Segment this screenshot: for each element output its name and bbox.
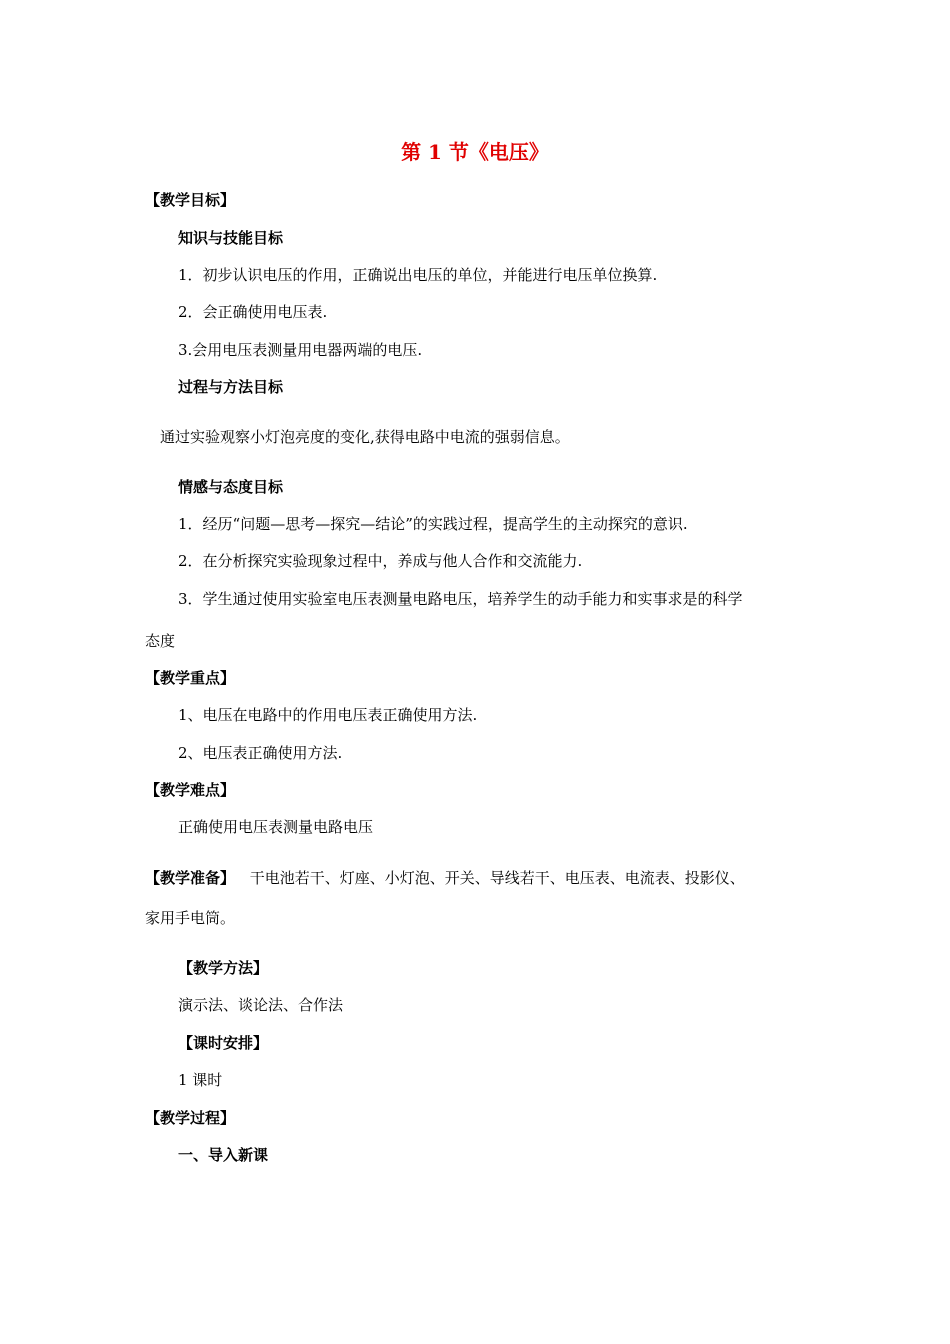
schedule-heading: 【课时安排】 [178, 1034, 269, 1052]
emotion-item: 3．学生通过使用实验室电压表测量电路电压，培养学生的动手能力和实事求是的科学 [178, 590, 743, 608]
preparation-line [145, 868, 745, 888]
page-title: 第 1 节《电压》 [401, 140, 549, 164]
schedule-text: 1 课时 [178, 1071, 223, 1089]
preparation-heading: 【教学准备】 [145, 869, 236, 887]
emotion-item: 1．经历“问题—思考—探究—结论”的实践过程，提高学生的主动探究的意识. [178, 515, 688, 533]
objectives-heading: 【教学目标】 [145, 191, 236, 209]
process-heading: 过程与方法目标 [178, 378, 284, 396]
knowledge-heading: 知识与技能目标 [178, 229, 284, 247]
preparation-text: 干电池若干、灯座、小灯泡、开关、导线若干、电压表、电流表、投影仪、 [249, 869, 745, 887]
emotion-item: 2．在分析探究实验现象过程中，养成与他人合作和交流能力. [178, 552, 583, 570]
knowledge-item: 3.会用电压表测量用电器两端的电压. [178, 341, 423, 359]
difficulties-text: 正确使用电压表测量电路电压 [178, 818, 374, 836]
emotion-item-continuation: 态度 [145, 632, 176, 650]
key-point-item: 2、电压表正确使用方法. [178, 744, 343, 762]
methods-text: 演示法、谈论法、合作法 [178, 996, 344, 1014]
process-text: 通过实验观察小灯泡亮度的变化,获得电路中电流的强弱信息。 [160, 428, 570, 446]
methods-heading: 【教学方法】 [178, 959, 269, 977]
procedure-heading: 【教学过程】 [145, 1109, 236, 1127]
knowledge-item: 1．初步认识电压的作用，正确说出电压的单位，并能进行电压单位换算. [178, 266, 658, 284]
difficulties-heading: 【教学难点】 [145, 781, 236, 799]
key-point-item: 1、电压在电路中的作用电压表正确使用方法. [178, 706, 478, 724]
knowledge-item: 2．会正确使用电压表. [178, 303, 328, 321]
key-points-heading: 【教学重点】 [145, 669, 236, 687]
preparation-continuation: 家用手电筒。 [145, 909, 236, 927]
emotion-heading: 情感与态度目标 [178, 478, 284, 496]
procedure-first-step: 一、导入新课 [178, 1146, 269, 1164]
